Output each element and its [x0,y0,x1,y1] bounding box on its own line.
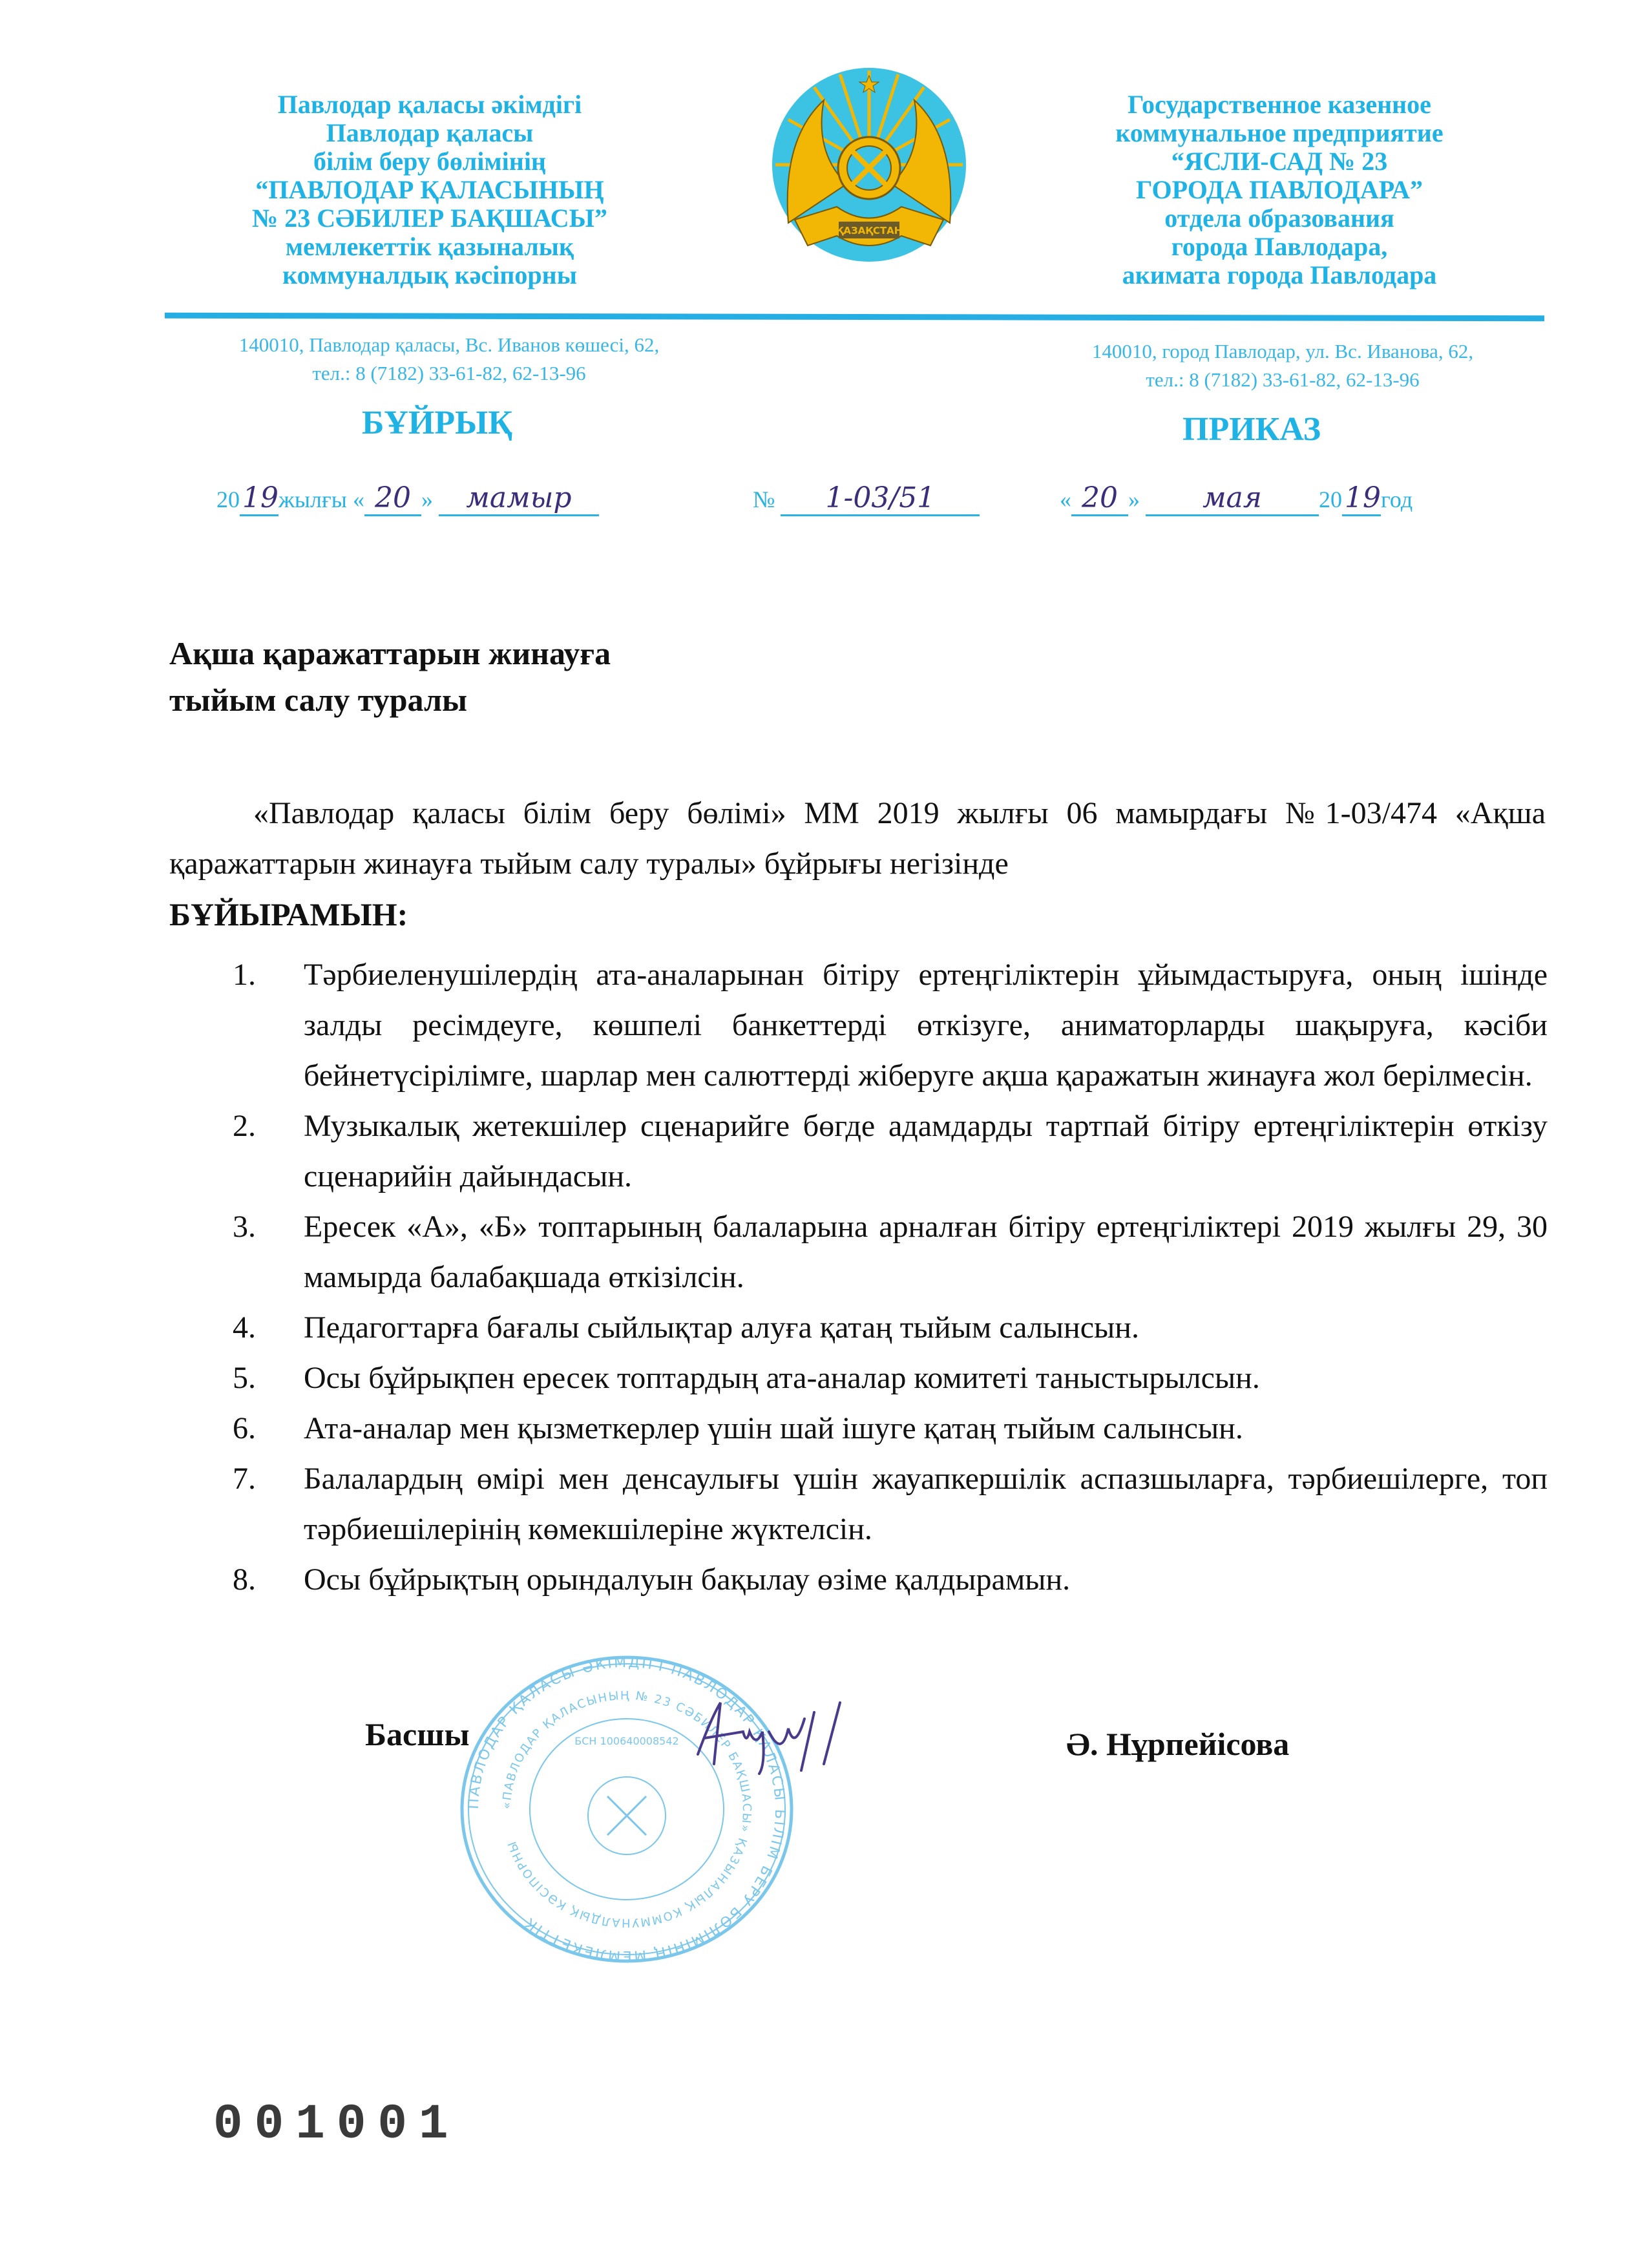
item-number: 3. [233,1210,256,1244]
year-prefix: 20 [216,487,240,512]
header-russian-org-name [1027,90,1531,289]
header-left-line: “ПАВЛОДАР ҚАЛАСЫНЫҢ [255,175,604,204]
item-text: Тәрбиеленушілердің ата-аналарынан бітіру ертеңгіліктерін ұйымдастыруға, оның ішінде залды ресімдеуге, көшпелі банкеттерді өткізуге, аниматорларды шақыруға, кәсіби бейнетүсірілімге, шарлар мен салюттерді жіберуге ақша қаражатын жинауға жол берілмесін. [304,958,1548,1093]
header-right-line: коммунальное предприятие [1115,118,1444,147]
handwritten-signature-icon [685,1693,853,1777]
header-left-line: коммуналдық кәсіпорны [282,260,577,289]
signatory-role: Басшы [365,1716,470,1752]
list-item [220,1101,1548,1202]
emblem-label: ҚАЗАҚСТАН [835,225,903,236]
address-line: 140010, Павлодар қаласы, Вс. Иванов көшесі, 62, [238,333,660,356]
doc-type-kazakh: БҰЙРЫҚ [362,404,512,441]
stamp-inner-text: «ПАВЛОДАР ҚАЛАСЫНЫҢ № 23 СӘБИЛЕР БАҚШАСЫ» ҚАЗЫНАЛЫҚ КОММУНАЛДЫҚ КӘСІПОРНЫ [499,1688,754,1930]
list-item [220,950,1548,1101]
item-text: Осы бұйрықпен ересек топтардың ата-аналар комитеті таныстырылсын. [304,1361,1260,1395]
kazakhstan-state-emblem-icon [762,61,976,275]
decree-word: БҰЙЫРАМЫН: [169,896,408,932]
stamp-bin: БСН 100640008542 [574,1735,679,1747]
order-title [169,630,611,723]
header-left-line: № 23 СӘБИЛЕР БАҚШАСЫ” [252,204,607,233]
phone-line: тел.: 8 (7182) 33-61-82, 62-13-96 [312,362,586,384]
item-number: 5. [233,1361,256,1395]
header-left-line: мемлекеттік қазыналық [285,232,574,261]
title-line: тыйым салу туралы [169,682,468,718]
header-left-line: Павлодар қаласы әкімдігі [277,90,582,119]
item-number: 1. [233,958,256,992]
order-items-list [220,950,1548,1605]
title-line: Ақша қаражаттарын жинауға [169,635,611,671]
address-line: 140010, город Павлодар, ул. Вс. Иванова, 62, [1091,340,1474,362]
item-text: Ата-аналар мен қызметкерлер үшін шай ішуге қатаң тыйым салынсын. [304,1411,1243,1445]
item-number: 6. [233,1411,256,1445]
year-prefix: 20 [1319,487,1342,512]
item-text: Осы бұйрықтың орындалуын бақылау өзіме қалдырамын. [304,1562,1071,1597]
item-text: Балалардың өмірі мен денсаулығы үшін жауапкершілік аспазшыларға, тәрбиешілерге, топ тәрбиешілерінің көмекшілеріне жүктелсін. [304,1462,1548,1546]
date-russian [1060,481,1413,516]
header-right-line: города Павлодара, [1171,232,1388,261]
list-item [220,1555,1548,1605]
year-word: жылғы « [278,487,364,512]
header-kazakh-org-name [162,90,698,289]
header-divider [165,313,1544,321]
preamble-text: «Павлодар қаласы білім беру бөлімі» ММ 2019 жылғы 06 мамырдағы №1-03/474 «Ақша қаражаттарын жинауға тыйым салу туралы» бұйрығы негізінде [169,796,1546,881]
year-word: год [1381,487,1413,512]
item-number: 4. [233,1310,256,1345]
item-text: Ересек «А», «Б» топтарының балаларына арналған бітіру ертеңгіліктері 2019 жылғы 29, 30 мамырда балабақшада өткізілсін. [304,1210,1548,1294]
item-text: Педагогтарға бағалы сыйлықтар алуға қатаң тыйым салынсын. [304,1310,1139,1345]
day-handwritten: 20 [364,481,421,516]
item-number: 2. [233,1109,256,1143]
signatory-name: Ә. Нұрпейісова [1066,1726,1290,1762]
address-russian [1008,337,1557,394]
number-sign: № [753,487,775,512]
close-quote: » [421,487,433,512]
serial-number: 001001 [213,2097,460,2152]
list-item [220,1202,1548,1303]
header-left-line: білім беру бөлімінің [313,147,546,176]
list-item [220,1403,1548,1454]
year-suffix-handwritten: 19 [240,481,278,516]
list-item [220,1454,1548,1555]
list-item [220,1353,1548,1403]
header-right-line: отдела образования [1164,204,1394,233]
header-right-line: Государственное казенное [1128,90,1431,119]
doc-type-russian: ПРИКАЗ [1182,411,1321,448]
order-number [753,481,980,516]
address-kazakh [174,331,724,388]
item-number: 8. [233,1562,256,1597]
order-number-handwritten: 1-03/51 [781,481,980,516]
stamp-outer-text: ПАВЛОДАР ҚАЛАСЫ ӘКІМДІГІ ПАВЛОДАР ҚАЛАСЫ БІЛІМ БЕРУ БӨЛІМІНІҢ МЕМЛЕКЕТТІК [465,1654,788,1964]
month-handwritten: мамыр [439,481,599,516]
month-handwritten: мая [1146,481,1319,516]
header-right-line: “ЯСЛИ-САД № 23 [1171,147,1388,176]
header-right-line: ГОРОДА ПАВЛОДАРА” [1136,175,1423,204]
list-item [220,1303,1548,1353]
year-suffix-handwritten: 19 [1342,481,1381,516]
close-quote: » [1128,487,1140,512]
item-text: Музыкалық жетекшілер сценарийге бөгде адамдарды тартпай бітіру ертеңгіліктерін өткізу сценарийін дайындасын. [304,1109,1548,1193]
phone-line: тел.: 8 (7182) 33-61-82, 62-13-96 [1146,368,1420,391]
date-kazakh [216,481,599,516]
header-left-line: Павлодар қаласы [326,118,534,147]
item-number: 7. [233,1462,256,1496]
header-right-line: акимата города Павлодара [1122,260,1437,289]
preamble [169,788,1546,940]
open-quote: « [1060,487,1071,512]
day-handwritten: 20 [1071,481,1128,516]
